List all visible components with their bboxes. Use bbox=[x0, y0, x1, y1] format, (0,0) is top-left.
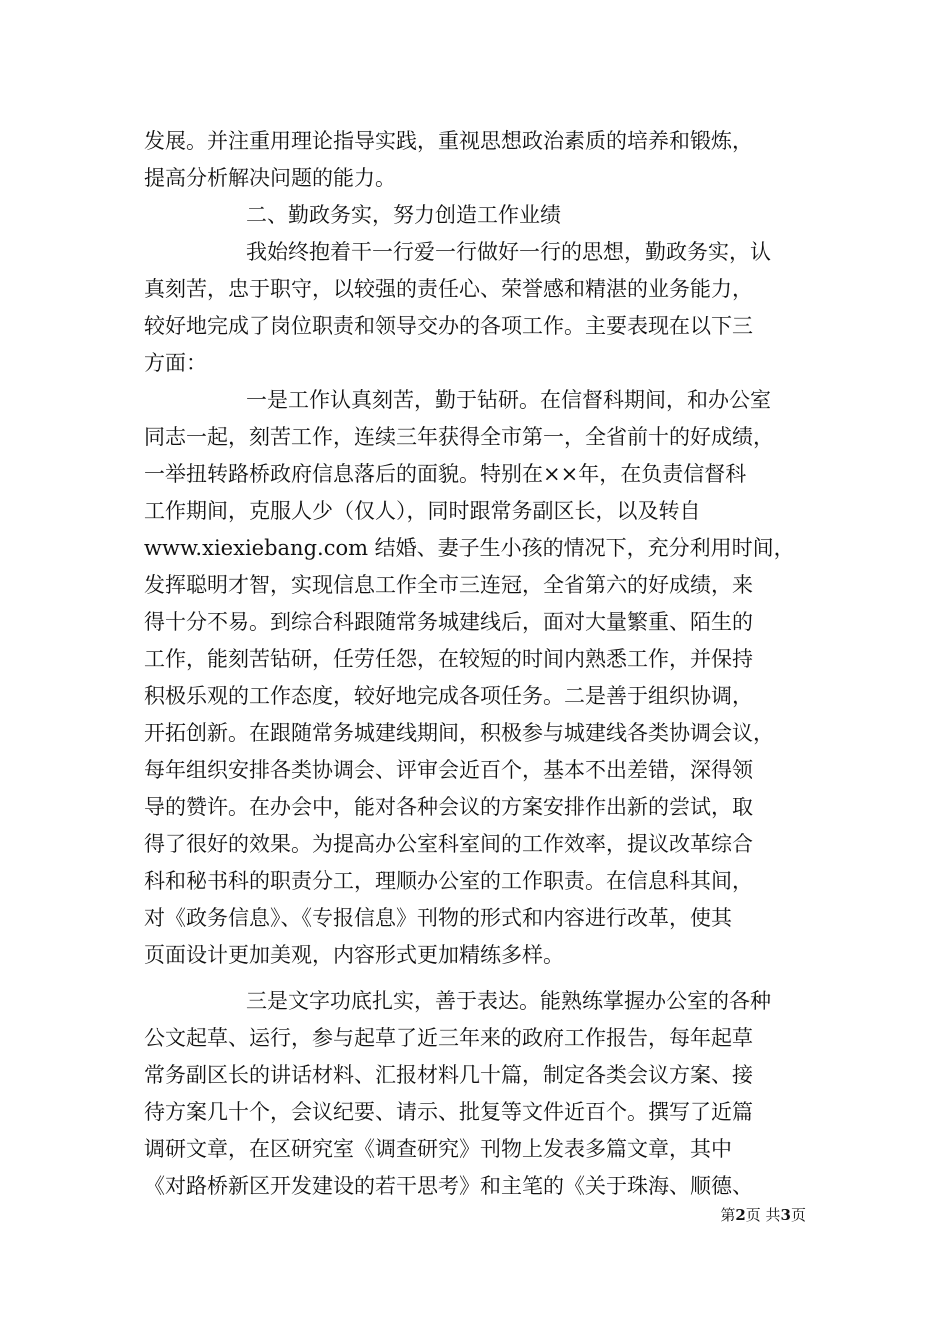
total-page-number: 3 bbox=[780, 1206, 791, 1224]
text-line: 一举扭转路桥政府信息落后的面貌。特别在××年，在负责信督科 bbox=[144, 462, 747, 486]
text-line: 开拓创新。在跟随常务城建线期间，积极参与城建线各类协调会议， bbox=[144, 721, 774, 745]
page-number-footer bbox=[720, 1205, 806, 1225]
footer-middle: 页 共 bbox=[745, 1206, 781, 1224]
text-line: 工作期间，克服人少（仅人），同时跟常务副区长，以及转自 bbox=[144, 499, 701, 523]
text-line: 真刻苦，忠于职守，以较强的责任心、荣誉感和精湛的业务能力， bbox=[144, 277, 753, 301]
section-heading: 二、勤政务实，努力创造工作业绩 bbox=[246, 203, 561, 227]
paragraph-first-line: 一是工作认真刻苦，勤于钻研。在信督科期间，和办公室 bbox=[246, 388, 771, 412]
text-line: 得了很好的效果。为提高办公室科室间的工作效率，提议改革综合 bbox=[144, 832, 753, 856]
text-line: 调研文章，在区研究室《调查研究》刊物上发表多篇文章，其中 bbox=[144, 1137, 732, 1161]
text-line: 待方案几十个，会议纪要、请示、批复等文件近百个。撰写了近篇 bbox=[144, 1100, 753, 1124]
text-line: 积极乐观的工作态度，较好地完成各项任务。二是善于组织协调， bbox=[144, 684, 753, 708]
text-line: 发挥聪明才智，实现信息工作全市三连冠，全省第六的好成绩，来 bbox=[144, 573, 753, 597]
text-line: 同志一起，刻苦工作，连续三年获得全市第一，全省前十的好成绩， bbox=[144, 425, 774, 449]
text-line: 常务副区长的讲话材料、汇报材料几十篇，制定各类会议方案、接 bbox=[144, 1063, 753, 1087]
text-line: 公文起草、运行，参与起草了近三年来的政府工作报告，每年起草 bbox=[144, 1026, 753, 1050]
text-line: 《对路桥新区开发建设的若干思考》和主笔的《关于珠海、顺德、 bbox=[144, 1174, 753, 1198]
text-line: 导的赞许。在办会中，能对各种会议的方案安排作出新的尝试，取 bbox=[144, 795, 753, 819]
paragraph-first-line: 我始终抱着干一行爱一行做好一行的思想，勤政务实，认 bbox=[246, 240, 771, 264]
text-line: 提高分析解决问题的能力。 bbox=[144, 166, 396, 190]
text-line: 工作，能刻苦钻研，任劳任怨，在较短的时间内熟悉工作，并保持 bbox=[144, 647, 753, 671]
text-line: 方面： bbox=[144, 351, 207, 375]
text-line: 发展。并注重用理论指导实践，重视思想政治素质的培养和锻炼， bbox=[144, 129, 753, 153]
text-line: 科和秘书科的职责分工，理顺办公室的工作职责。在信息科其间， bbox=[144, 869, 753, 893]
current-page-number: 2 bbox=[735, 1206, 746, 1224]
text-line: 页面设计更加美观，内容形式更加精练多样。 bbox=[144, 943, 564, 967]
footer-prefix: 第 bbox=[720, 1206, 736, 1224]
text-line: 较好地完成了岗位职责和领导交办的各项工作。主要表现在以下三 bbox=[144, 314, 753, 338]
text-line: 得十分不易。到综合科跟随常务城建线后，面对大量繁重、陌生的 bbox=[144, 610, 753, 634]
paragraph-first-line: 三是文字功底扎实，善于表达。能熟练掌握办公室的各种 bbox=[246, 989, 771, 1013]
text-line: www.xiexiebang.com 结婚、妻子生小孩的情况下，充分利用时间， bbox=[144, 536, 795, 560]
footer-suffix: 页 bbox=[790, 1206, 806, 1224]
text-line: 每年组织安排各类协调会、评审会近百个，基本不出差错，深得领 bbox=[144, 758, 753, 782]
text-line: 对《政务信息》、《专报信息》刊物的形式和内容进行改革，使其 bbox=[144, 906, 732, 930]
